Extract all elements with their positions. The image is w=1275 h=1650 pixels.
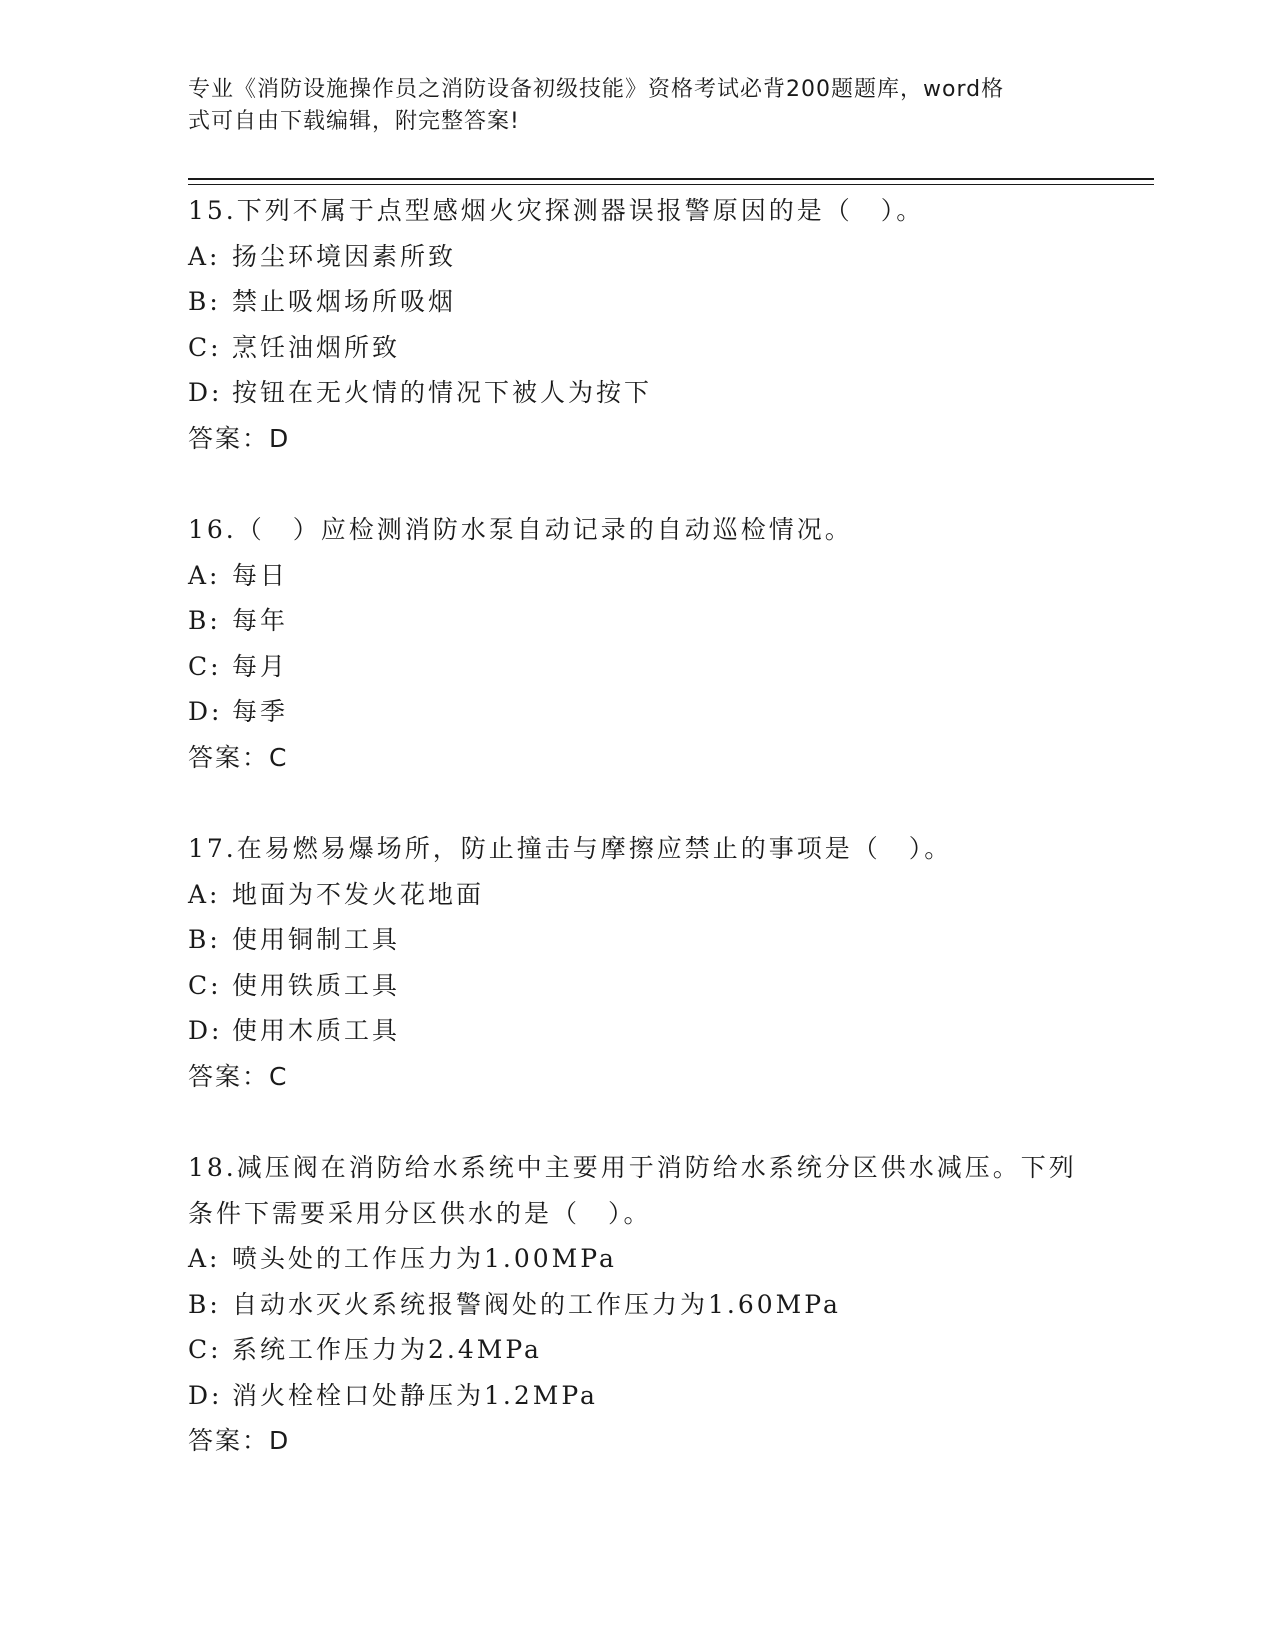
answer: 答案：C [188, 1061, 289, 1091]
option-text: 消火栓栓口处静压为1.2MPa [232, 1380, 598, 1410]
option-d [188, 1373, 1088, 1419]
question-stem: 15.下列不属于点型感烟火灾探测器误报警原因的是（ ）。 [188, 196, 925, 225]
option-text: 使用铜制工具 [232, 925, 401, 954]
option-text: 使用铁质工具 [232, 970, 401, 1000]
option-key: D: [188, 378, 223, 407]
header-divider-thin [188, 184, 1154, 185]
option-key: C: [188, 651, 222, 681]
answer: 答案：D [188, 423, 291, 453]
question-17 [188, 826, 1088, 1099]
option-key: C: [188, 1335, 222, 1364]
answer: 答案：C [188, 742, 289, 772]
option-c [188, 644, 1088, 690]
option-text: 每年 [232, 606, 289, 635]
option-text: 每日 [232, 560, 289, 590]
option-text: 烹饪油烟所致 [232, 332, 401, 362]
option-key: B: [188, 1289, 221, 1319]
question-18 [188, 1145, 1088, 1464]
option-text: 每月 [232, 651, 289, 681]
option-a [188, 234, 1088, 280]
option-c [188, 963, 1088, 1009]
option-d [188, 689, 1088, 735]
option-b [188, 1282, 1088, 1328]
option-key: A: [188, 1244, 221, 1273]
option-a [188, 1236, 1088, 1282]
option-text: 按钮在无火情的情况下被人为按下 [232, 378, 653, 407]
option-text: 禁止吸烟场所吸烟 [232, 287, 457, 316]
option-a [188, 553, 1088, 599]
option-d [188, 370, 1088, 416]
option-c [188, 325, 1088, 371]
answer: 答案：D [188, 1426, 291, 1455]
question-16 [188, 507, 1088, 780]
option-key: C: [188, 332, 222, 362]
option-c [188, 1327, 1088, 1373]
option-d [188, 1008, 1088, 1054]
option-key: B: [188, 287, 221, 316]
option-text: 扬尘环境因素所致 [232, 241, 457, 271]
option-key: C: [188, 970, 222, 1000]
option-text: 系统工作压力为2.4MPa [232, 1335, 542, 1364]
question-stem: 17.在易燃易爆场所，防止撞击与摩擦应禁止的事项是（ ）。 [188, 834, 953, 863]
option-key: B: [188, 925, 221, 954]
question-stem: 18.减压阀在消防给水系统中主要用于消防给水系统分区供水减压。下列条件下需要采用分区供水的是（ ）。 [188, 1153, 1077, 1228]
option-b [188, 917, 1088, 963]
question-15 [188, 188, 1088, 461]
header-line-1: 专业《消防设施操作员之消防设备初级技能》资格考试必背200题题库，word格 [188, 77, 1005, 102]
option-text: 每季 [232, 697, 289, 726]
option-key: A: [188, 879, 221, 909]
option-b [188, 279, 1088, 325]
document-header [188, 74, 1068, 138]
option-text: 使用木质工具 [232, 1016, 401, 1045]
option-text: 喷头处的工作压力为1.00MPa [232, 1244, 617, 1273]
option-text: 地面为不发火花地面 [232, 879, 485, 909]
header-divider-thick [188, 178, 1154, 180]
option-key: B: [188, 606, 221, 635]
option-key: A: [188, 560, 221, 590]
option-b [188, 598, 1088, 644]
option-a [188, 872, 1088, 918]
option-key: D: [188, 1016, 223, 1045]
header-line-2: 式可自由下载编辑，附完整答案! [188, 109, 520, 134]
option-key: D: [188, 1380, 223, 1410]
question-stem: 16.（ ）应检测消防水泵自动记录的自动巡检情况。 [188, 515, 853, 544]
option-key: D: [188, 697, 223, 726]
option-text: 自动水灭火系统报警阀处的工作压力为1.60MPa [232, 1289, 841, 1319]
option-key: A: [188, 241, 221, 271]
